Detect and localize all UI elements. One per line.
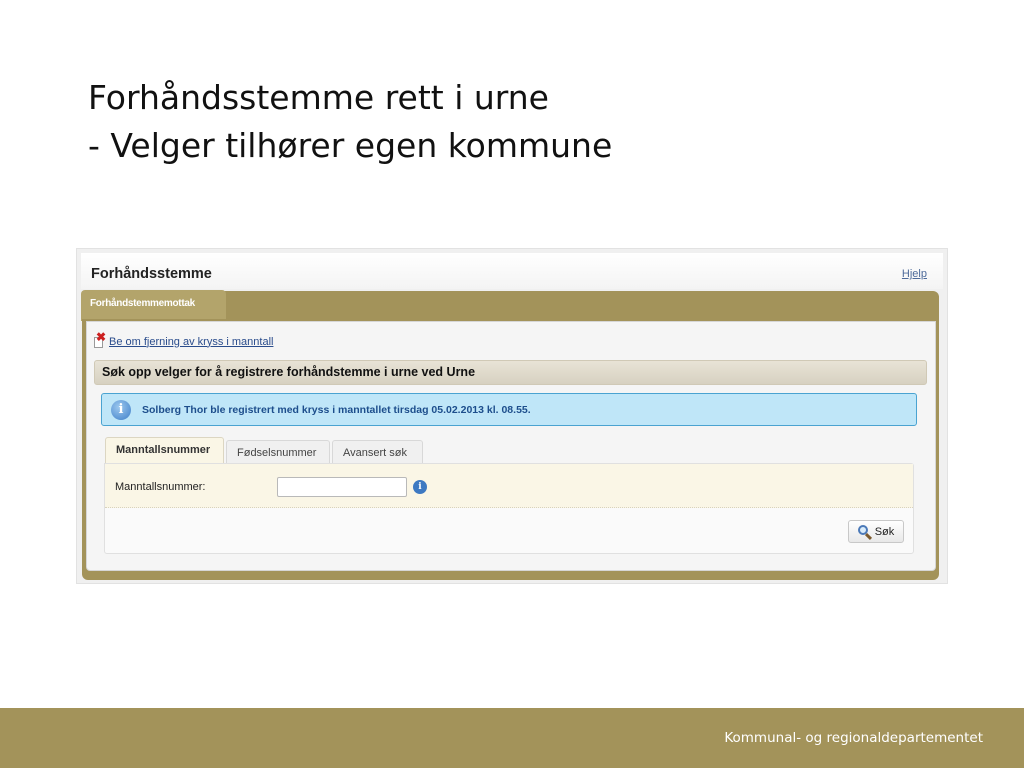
main-tab-label: Forhåndstemmemottak [90,298,195,309]
document-remove-icon: ✖ [93,335,105,348]
help-link[interactable]: Hjelp [901,268,927,280]
section-header: Søk opp velger for å registrere forhåndstemme i urne ved Urne [94,360,927,385]
slide-title-line-2: - Velger tilhører egen kommune [88,126,613,165]
info-icon: i [111,400,131,420]
footer-text: Kommunal- og regionaldepartementet [724,730,983,746]
info-message-text: Solberg Thor ble registrert med kryss i manntallet tirsdag 05.02.2013 kl. 08.55. [142,404,531,416]
manntallsnummer-label: Manntallsnummer: [115,481,206,493]
slide-title [88,74,612,170]
app-header [81,253,943,289]
form-row [105,464,913,508]
help-icon[interactable]: i [413,480,427,494]
info-message-box [101,393,917,426]
tab-forhandstemmemottak[interactable] [81,290,226,321]
tab-avansert-sok[interactable]: Avansert søk [332,440,423,464]
app-title: Forhåndsstemme [91,266,212,282]
search-button[interactable] [848,520,904,543]
tab-fodselsnummer[interactable]: Fødselsnummer [226,440,330,464]
magnifier-icon [858,525,872,539]
slide-title-line-1: Forhåndsstemme rett i urne [88,78,549,117]
remove-cross-link-row[interactable] [93,330,274,348]
remove-cross-link[interactable]: Be om fjerning av kryss i manntall [109,335,274,348]
screenshot-window [76,248,948,584]
search-form [104,463,914,554]
search-button-label: Søk [874,525,895,538]
footer-band [0,708,1024,768]
manntallsnummer-input[interactable] [277,477,407,497]
tab-manntallsnummer[interactable]: Manntallsnummer [105,437,224,463]
